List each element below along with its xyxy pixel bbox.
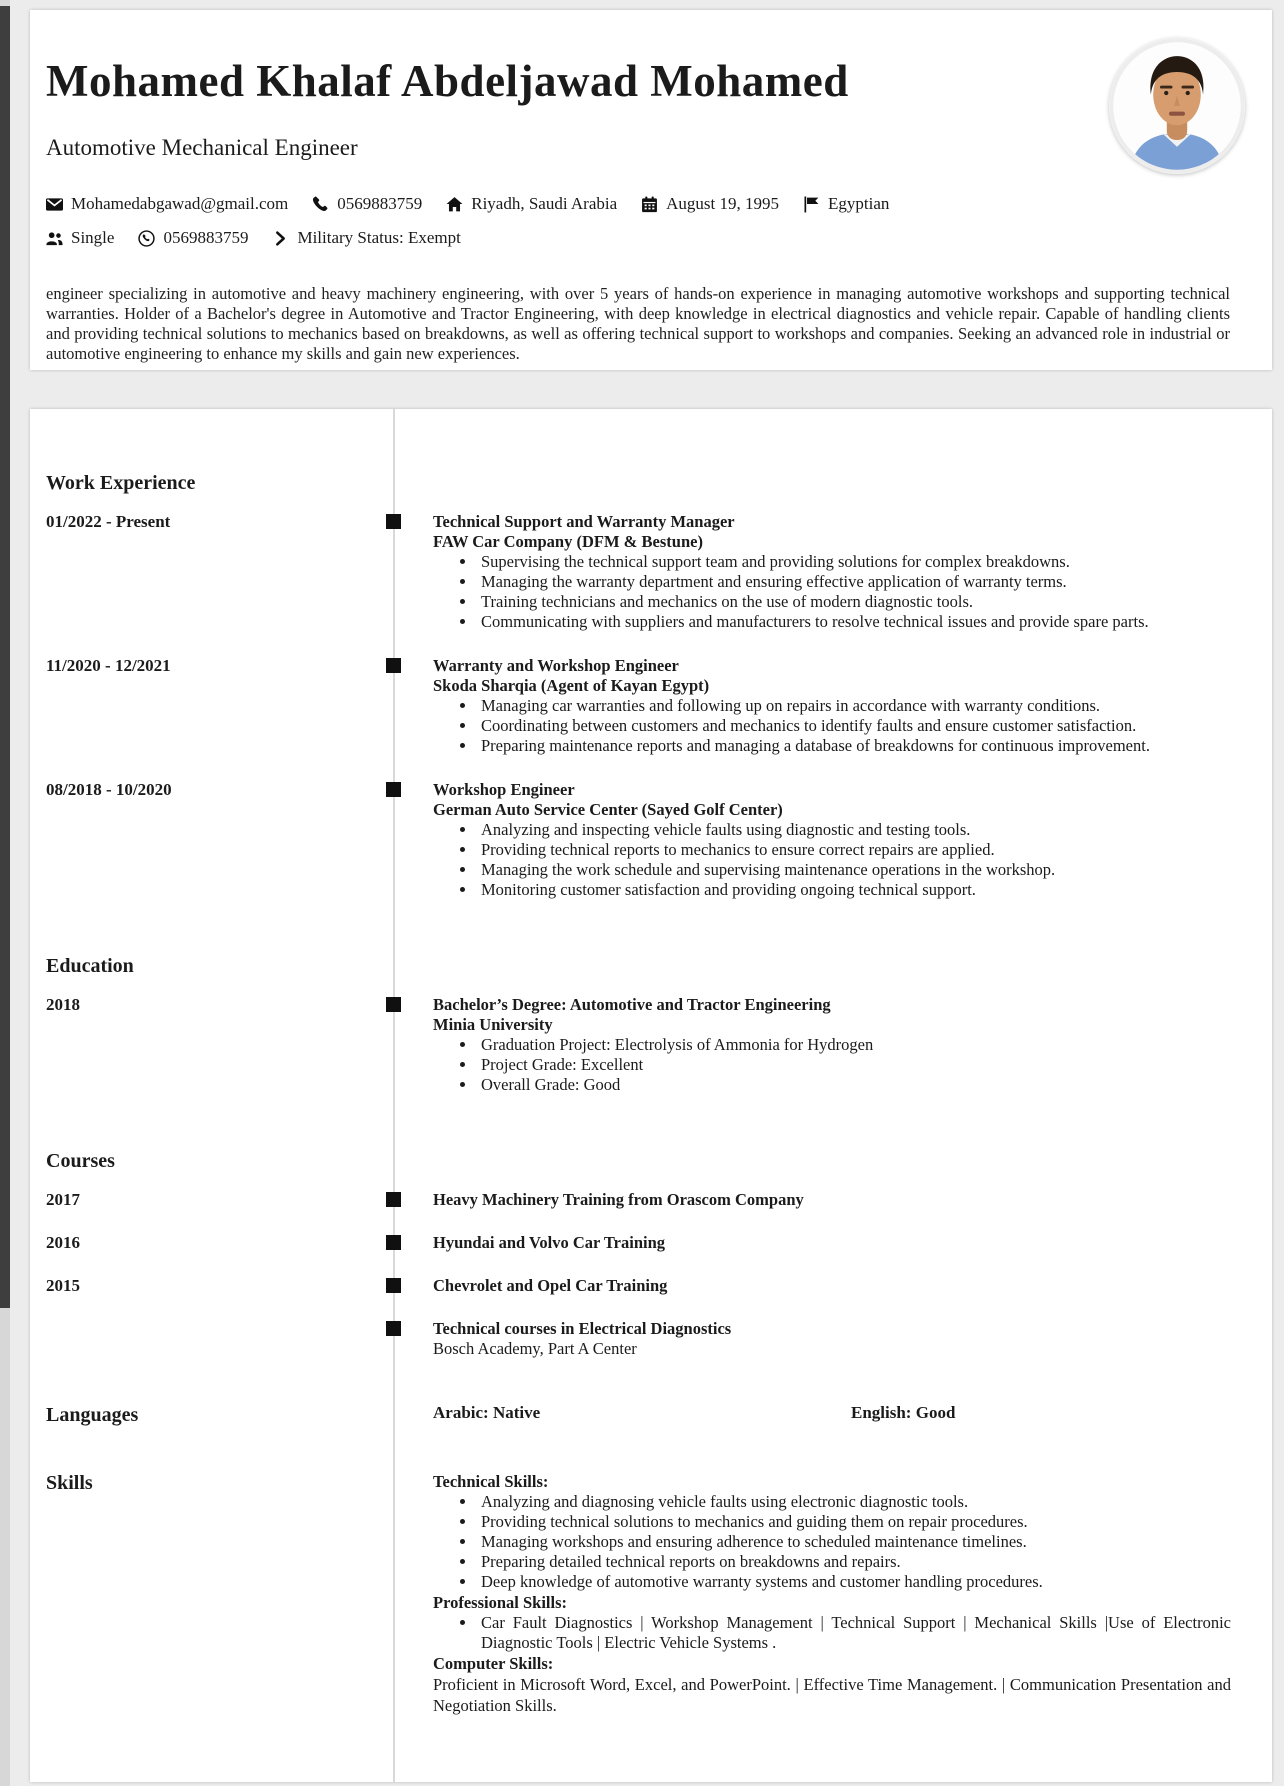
skills-heading: Skills (46, 1472, 93, 1494)
contact-location (446, 194, 617, 214)
company-name: German Auto Service Center (Sayed Golf Center) (433, 800, 783, 819)
job-title: Warranty and Workshop Engineer (433, 656, 679, 675)
job-title: Workshop Engineer (433, 780, 575, 799)
technical-skills-bullets (433, 1492, 1231, 1592)
company-name: FAW Car Company (DFM & Bestune) (433, 532, 703, 551)
skill-bullet: • Preparing detailed technical reports on breakdowns and repairs. (477, 1552, 1231, 1572)
job-bullet: • Monitoring customer satisfaction and providing ongoing technical support. (477, 880, 1231, 900)
computer-skills-title: Computer Skills: (433, 1654, 554, 1673)
job-title: Technical Support and Warranty Manager (433, 512, 735, 531)
job-bullet: • Managing car warranties and following up on repairs in accordance with warranty conditions. (477, 696, 1231, 716)
timeline-marker (386, 514, 401, 529)
skills-row (30, 1471, 1272, 1756)
scrollbar-track[interactable] (0, 0, 10, 1786)
marital-status-text: Single (71, 228, 115, 247)
education-bullets (433, 1035, 1231, 1095)
skill-bullet: • Car Fault Diagnostics | Workshop Management | Technical Support | Mechanical Skills |Use of Electronic Diagnostic Tools | Electric Vehicle Systems . (477, 1613, 1231, 1653)
phone-icon (312, 196, 329, 213)
contact-birthdate (641, 194, 779, 214)
skill-bullet: • Managing workshops and ensuring adherence to scheduled maintenance timelines. (477, 1532, 1231, 1552)
education-bullet: • Overall Grade: Good (477, 1075, 1231, 1095)
computer-skills-text: Proficient in Microsoft Word, Excel, and PowerPoint. | Effective Time Management. | Communication Presentation and Negotiation Skills. (433, 1675, 1231, 1715)
contact-military-status (272, 228, 460, 248)
profile-photo (1109, 38, 1245, 174)
university-name: Minia University (433, 1015, 553, 1034)
professional-skills-title: Professional Skills: (433, 1593, 568, 1612)
contact-email (46, 194, 288, 214)
job-bullet: • Preparing maintenance reports and managing a database of breakdowns for continuous improvement. (477, 736, 1231, 756)
education-heading: Education (46, 955, 134, 977)
work-heading-row (30, 471, 1272, 495)
job-bullets (433, 552, 1231, 632)
job-bullet: • Communicating with suppliers and manufacturers to resolve technical issues and provide spare parts. (477, 612, 1231, 632)
languages-heading: Languages (46, 1404, 139, 1426)
entry-date: 11/2020 - 12/2021 (46, 656, 171, 675)
entry-date: 2018 (46, 995, 80, 1014)
users-icon (46, 230, 63, 247)
scrollbar-thumb[interactable] (0, 6, 10, 1308)
course-entry-4 (30, 1319, 1272, 1359)
professional-skills-bullets (433, 1613, 1231, 1653)
email-text: Mohamedabgawad@gmail.com (71, 194, 289, 213)
envelope-icon (46, 196, 63, 213)
course-entry-3 (30, 1276, 1272, 1296)
profile-summary: engineer specializing in automotive and heavy machinery engineering, with over 5 years of hands-on experience in managing automotive workshops and supporting technical warranties. Holder of a Bachelor's degree in Automotive and Tractor Engineering, with deep knowledge in electrical diagnostics and vehicle repair. Capable of handling clients and providing technical solutions to mechanics based on breakdowns, as well as offering technical support to workshops and companies. Seeking an advanced role in industrial or automotive engineering to enhance my skills and gain new experiences. (46, 284, 1230, 363)
work-entry-2 (30, 656, 1272, 780)
skill-bullet: • Providing technical solutions to mechanics and guiding them on repair procedures. (477, 1512, 1231, 1532)
contact-phone (312, 194, 422, 214)
phone-text: 0569883759 (337, 194, 423, 213)
course-entry-2 (30, 1233, 1272, 1253)
courses-heading: Courses (46, 1150, 115, 1172)
course-provider: Bosch Academy, Part A Center (433, 1339, 637, 1358)
skill-bullet: • Analyzing and diagnosing vehicle faults using electronic diagnostic tools. (477, 1492, 1231, 1512)
chevron-right-icon (272, 230, 289, 247)
person-job-title: Automotive Mechanical Engineer (46, 135, 358, 160)
whatsapp-icon (138, 230, 155, 247)
entry-date: 2016 (46, 1233, 80, 1252)
job-bullet: • Training technicians and mechanics on the use of modern diagnostic tools. (477, 592, 1231, 612)
education-entry-1 (30, 995, 1272, 1119)
entry-date: 2017 (46, 1190, 80, 1209)
timeline-marker (386, 1278, 401, 1293)
job-bullet: • Supervising the technical support team and providing solutions for complex breakdowns. (477, 552, 1231, 572)
course-title: Technical courses in Electrical Diagnostics (433, 1319, 732, 1338)
entry-date: 2015 (46, 1276, 80, 1295)
course-entry-1 (30, 1190, 1272, 1210)
location-text: Riyadh, Saudi Arabia (471, 194, 618, 213)
timeline-marker (386, 1321, 401, 1336)
language-arabic: Arabic: Native (433, 1403, 541, 1422)
work-experience-heading: Work Experience (46, 472, 196, 494)
job-bullet: • Coordinating between customers and mechanics to identify faults and ensure customer satisfaction. (477, 716, 1231, 736)
timeline-marker (386, 782, 401, 797)
contact-row-2 (46, 228, 1230, 248)
course-title: Chevrolet and Opel Car Training (433, 1276, 668, 1295)
education-heading-row (30, 954, 1272, 978)
contact-nationality (803, 194, 889, 214)
work-entry-3 (30, 780, 1272, 924)
languages-row (30, 1403, 1272, 1427)
course-title: Hyundai and Volvo Car Training (433, 1233, 666, 1252)
job-bullets (433, 820, 1231, 900)
language-english: English: Good (851, 1403, 956, 1422)
work-entry-1 (30, 512, 1272, 656)
contact-whatsapp (138, 228, 248, 248)
home-icon (446, 196, 463, 213)
skill-bullet: • Deep knowledge of automotive warranty systems and customer handling procedures. (477, 1572, 1231, 1592)
entry-date: 08/2018 - 10/2020 (46, 780, 172, 799)
technical-skills-title: Technical Skills: (433, 1472, 549, 1491)
birthdate-text: August 19, 1995 (666, 194, 780, 213)
entry-date: 01/2022 - Present (46, 512, 171, 531)
education-bullet: • Project Grade: Excellent (477, 1055, 1231, 1075)
whatsapp-text: 0569883759 (163, 228, 249, 247)
resume-page (30, 10, 1272, 1782)
timeline-marker (386, 658, 401, 673)
job-bullet: • Managing the warranty department and ensuring effective application of warranty terms. (477, 572, 1231, 592)
calendar-icon (641, 196, 658, 213)
header-section (30, 10, 1272, 370)
job-bullet: • Managing the work schedule and supervising maintenance operations in the workshop. (477, 860, 1231, 880)
military-status-text: Military Status: Exempt (297, 228, 461, 247)
job-bullet: • Analyzing and inspecting vehicle faults using diagnostic and testing tools. (477, 820, 1231, 840)
education-bullet: • Graduation Project: Electrolysis of Ammonia for Hydrogen (477, 1035, 1231, 1055)
person-name: Mohamed Khalaf Abdeljawad Mohamed (46, 56, 849, 106)
flag-icon (803, 196, 820, 213)
degree-title: Bachelor’s Degree: Automotive and Tractor Engineering (433, 995, 831, 1014)
course-title: Heavy Machinery Training from Orascom Company (433, 1190, 804, 1209)
job-bullets (433, 696, 1231, 756)
resume-body (30, 409, 1272, 1782)
courses-heading-row (30, 1149, 1272, 1173)
contact-marital-status (46, 228, 114, 248)
timeline-marker (386, 1235, 401, 1250)
nationality-text: Egyptian (828, 194, 890, 213)
company-name: Skoda Sharqia (Agent of Kayan Egypt) (433, 676, 710, 695)
timeline-marker (386, 1192, 401, 1207)
timeline-marker (386, 997, 401, 1012)
job-bullet: • Providing technical reports to mechanics to ensure correct repairs are applied. (477, 840, 1231, 860)
contact-row-1 (46, 194, 1230, 214)
